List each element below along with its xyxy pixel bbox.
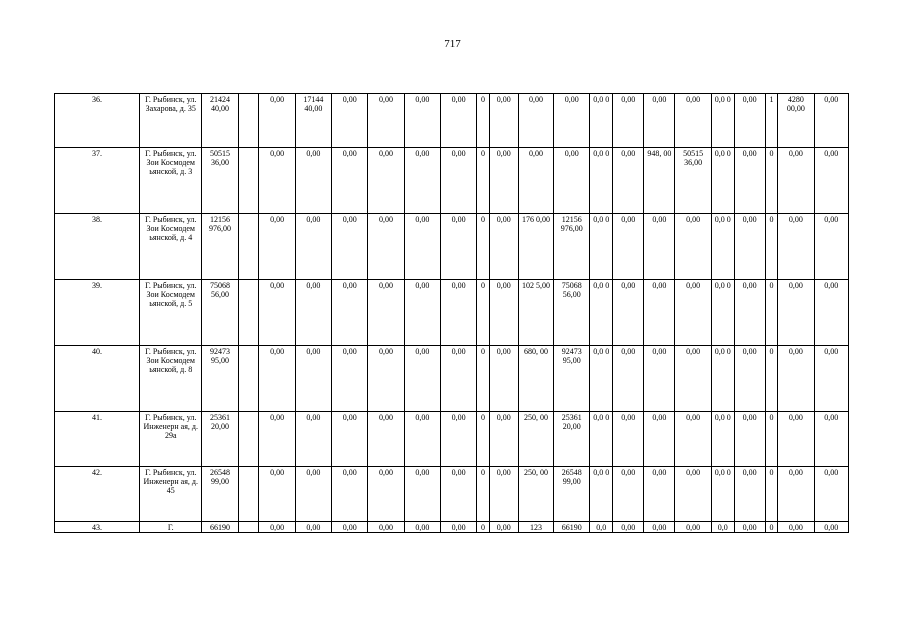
value-cell: 25361 20,00: [554, 412, 590, 467]
value-cell: 0,00: [778, 346, 814, 412]
value-cell: 0,00: [778, 522, 814, 533]
value-cell: 0,00: [814, 346, 849, 412]
value-cell: 0,00: [404, 148, 440, 214]
address-cell: Г. Рыбинск, ул. Зои Космодем ьянской, д. 8: [140, 346, 202, 412]
value-cell: 0,0 0: [590, 467, 613, 522]
value-cell: 66190: [554, 522, 590, 533]
value-cell: 0,00: [613, 280, 644, 346]
value-cell: 0,00: [404, 412, 440, 467]
value-cell: 0,00: [554, 94, 590, 148]
value-cell: 0,00: [778, 467, 814, 522]
value-cell: 0,00: [404, 280, 440, 346]
value-cell: 0,00: [259, 522, 295, 533]
value-cell: 50515 36,00: [202, 148, 238, 214]
value-cell: 0,00: [489, 522, 518, 533]
value-cell: 0,00: [613, 94, 644, 148]
value-cell: [238, 412, 259, 467]
value-cell: 0,00: [368, 346, 404, 412]
value-cell: 0,00: [332, 148, 368, 214]
value-cell: 0,00: [259, 214, 295, 280]
value-cell: 0,00: [613, 522, 644, 533]
value-cell: 0,00: [295, 148, 331, 214]
value-cell: [238, 148, 259, 214]
value-cell: 0,00: [814, 467, 849, 522]
value-cell: 0,00: [489, 346, 518, 412]
value-cell: 0,00: [368, 148, 404, 214]
value-cell: 66190: [202, 522, 238, 533]
value-cell: 92473 95,00: [554, 346, 590, 412]
value-cell: 12156 976,00: [202, 214, 238, 280]
value-cell: 0,00: [675, 346, 711, 412]
value-cell: 0,0 0: [590, 94, 613, 148]
value-cell: 0: [765, 346, 777, 412]
value-cell: 0,00: [613, 214, 644, 280]
address-cell: Г. Рыбинск, ул. Зои Космодем ьянской, д. 4: [140, 214, 202, 280]
value-cell: 0,0 0: [711, 467, 734, 522]
value-cell: 25361 20,00: [202, 412, 238, 467]
value-cell: [238, 467, 259, 522]
row-number-cell: 42.: [55, 467, 140, 522]
value-cell: 0,00: [295, 280, 331, 346]
row-number-cell: 41.: [55, 412, 140, 467]
value-cell: 17144 40,00: [295, 94, 331, 148]
value-cell: 0,00: [778, 148, 814, 214]
value-cell: 50515 36,00: [675, 148, 711, 214]
value-cell: 102 5,00: [518, 280, 553, 346]
table-row: [55, 280, 849, 346]
value-cell: 0,00: [734, 214, 765, 280]
value-cell: 0,00: [613, 148, 644, 214]
value-cell: 0,00: [814, 214, 849, 280]
value-cell: 0,00: [644, 94, 675, 148]
value-cell: 176 0,00: [518, 214, 553, 280]
value-cell: 0,00: [734, 94, 765, 148]
value-cell: 0,00: [734, 280, 765, 346]
table-row: [55, 467, 849, 522]
address-cell: Г. Рыбинск, ул. Инженерн ая, д. 45: [140, 467, 202, 522]
value-cell: 0,00: [440, 467, 476, 522]
value-cell: 0,0 0: [590, 214, 613, 280]
value-cell: 680, 00: [518, 346, 553, 412]
value-cell: 0: [477, 148, 489, 214]
value-cell: 0,00: [332, 346, 368, 412]
value-cell: 0,0 0: [590, 148, 613, 214]
value-cell: 0,00: [814, 94, 849, 148]
value-cell: 92473 95,00: [202, 346, 238, 412]
row-number-cell: 36.: [55, 94, 140, 148]
value-cell: 0,0 0: [711, 94, 734, 148]
value-cell: 0,00: [295, 412, 331, 467]
value-cell: 0,00: [295, 346, 331, 412]
value-cell: 0,00: [675, 522, 711, 533]
value-cell: 0,00: [404, 467, 440, 522]
value-cell: 0,00: [675, 280, 711, 346]
value-cell: 4280 00,00: [778, 94, 814, 148]
value-cell: 0,00: [404, 94, 440, 148]
table-row: [55, 214, 849, 280]
value-cell: 0: [765, 467, 777, 522]
value-cell: 0,00: [332, 94, 368, 148]
value-cell: [238, 214, 259, 280]
value-cell: [238, 94, 259, 148]
value-cell: 12156 976,00: [554, 214, 590, 280]
value-cell: 0,0 0: [590, 412, 613, 467]
value-cell: 0,00: [778, 412, 814, 467]
value-cell: 0: [765, 412, 777, 467]
value-cell: 0,00: [489, 94, 518, 148]
value-cell: 0: [477, 280, 489, 346]
value-cell: 0,00: [295, 467, 331, 522]
value-cell: 0,00: [489, 280, 518, 346]
registry-table: [54, 93, 849, 533]
value-cell: 0: [477, 346, 489, 412]
value-cell: 0,00: [734, 467, 765, 522]
value-cell: 0,00: [368, 467, 404, 522]
value-cell: 250, 00: [518, 412, 553, 467]
value-cell: 0,00: [489, 214, 518, 280]
value-cell: 0,00: [259, 148, 295, 214]
value-cell: 0,0 0: [711, 412, 734, 467]
value-cell: 0,00: [259, 346, 295, 412]
value-cell: 0,00: [613, 467, 644, 522]
value-cell: 0,00: [332, 280, 368, 346]
value-cell: 0,00: [489, 148, 518, 214]
value-cell: 0,00: [259, 94, 295, 148]
row-number-cell: 40.: [55, 346, 140, 412]
value-cell: 0,00: [644, 522, 675, 533]
value-cell: 0,00: [404, 214, 440, 280]
page-number: 717: [444, 38, 461, 50]
value-cell: 0,00: [440, 214, 476, 280]
address-cell: Г.: [140, 522, 202, 533]
value-cell: 0,00: [778, 214, 814, 280]
value-cell: 0,00: [259, 280, 295, 346]
value-cell: 0: [477, 522, 489, 533]
value-cell: 0,0 0: [590, 280, 613, 346]
value-cell: 0,00: [613, 346, 644, 412]
value-cell: 75068 56,00: [202, 280, 238, 346]
value-cell: 0,00: [368, 280, 404, 346]
value-cell: 0,00: [518, 148, 553, 214]
value-cell: 0,00: [778, 280, 814, 346]
table-row: [55, 94, 849, 148]
value-cell: 0,00: [440, 412, 476, 467]
value-cell: 0: [765, 280, 777, 346]
value-cell: 0,00: [814, 280, 849, 346]
value-cell: [238, 346, 259, 412]
value-cell: 0,00: [404, 346, 440, 412]
value-cell: 0,00: [613, 412, 644, 467]
value-cell: 75068 56,00: [554, 280, 590, 346]
value-cell: 1: [765, 94, 777, 148]
value-cell: 0,00: [440, 148, 476, 214]
value-cell: 0,00: [675, 94, 711, 148]
value-cell: 0,00: [259, 412, 295, 467]
value-cell: 0,00: [332, 467, 368, 522]
value-cell: 0: [477, 467, 489, 522]
value-cell: 0: [765, 148, 777, 214]
value-cell: 0,00: [404, 522, 440, 533]
row-number-cell: 43.: [55, 522, 140, 533]
value-cell: 0,00: [368, 522, 404, 533]
value-cell: 0,00: [675, 214, 711, 280]
value-cell: 0,00: [644, 214, 675, 280]
value-cell: 0,00: [734, 346, 765, 412]
value-cell: 0,00: [368, 214, 404, 280]
value-cell: 0,00: [259, 467, 295, 522]
value-cell: 0,00: [814, 522, 849, 533]
value-cell: 26548 99,00: [554, 467, 590, 522]
table-row: [55, 148, 849, 214]
value-cell: 0,00: [518, 94, 553, 148]
value-cell: 0,0 0: [590, 346, 613, 412]
value-cell: 0: [477, 412, 489, 467]
value-cell: 0,0: [711, 522, 734, 533]
value-cell: 0,00: [734, 412, 765, 467]
value-cell: 0,00: [440, 280, 476, 346]
value-cell: 0,00: [295, 522, 331, 533]
value-cell: 21424 40,00: [202, 94, 238, 148]
value-cell: 0,0 0: [711, 148, 734, 214]
value-cell: 0,00: [440, 522, 476, 533]
value-cell: 0,00: [489, 467, 518, 522]
value-cell: 0,00: [489, 412, 518, 467]
table-row: [55, 522, 849, 533]
value-cell: 26548 99,00: [202, 467, 238, 522]
value-cell: 0,00: [814, 412, 849, 467]
value-cell: 0,00: [368, 94, 404, 148]
value-cell: 0,0 0: [711, 346, 734, 412]
value-cell: 0,00: [644, 346, 675, 412]
value-cell: 0: [477, 94, 489, 148]
address-cell: Г. Рыбинск, ул. Зои Космодем ьянской, д. 3: [140, 148, 202, 214]
value-cell: 250, 00: [518, 467, 553, 522]
address-cell: Г. Рыбинск, ул. Захарова, д. 35: [140, 94, 202, 148]
value-cell: 0,0 0: [711, 280, 734, 346]
value-cell: [238, 522, 259, 533]
value-cell: 0: [765, 522, 777, 533]
value-cell: 0,00: [675, 412, 711, 467]
value-cell: 948, 00: [644, 148, 675, 214]
value-cell: 0,00: [644, 412, 675, 467]
value-cell: 123: [518, 522, 553, 533]
row-number-cell: 38.: [55, 214, 140, 280]
value-cell: 0,00: [734, 522, 765, 533]
address-cell: Г. Рыбинск, ул. Инженерн ая, д. 29а: [140, 412, 202, 467]
value-cell: [238, 280, 259, 346]
row-number-cell: 37.: [55, 148, 140, 214]
value-cell: 0,00: [295, 214, 331, 280]
value-cell: 0,00: [554, 148, 590, 214]
value-cell: 0,00: [332, 412, 368, 467]
table-row: [55, 412, 849, 467]
address-cell: Г. Рыбинск, ул. Зои Космодем ьянской, д. 5: [140, 280, 202, 346]
value-cell: 0: [765, 214, 777, 280]
value-cell: 0,00: [675, 467, 711, 522]
value-cell: 0,0: [590, 522, 613, 533]
value-cell: 0,00: [332, 522, 368, 533]
value-cell: 0,00: [734, 148, 765, 214]
value-cell: 0: [477, 214, 489, 280]
value-cell: 0,00: [440, 346, 476, 412]
value-cell: 0,00: [644, 467, 675, 522]
value-cell: 0,00: [332, 214, 368, 280]
value-cell: 0,00: [440, 94, 476, 148]
value-cell: 0,00: [368, 412, 404, 467]
table-row: [55, 346, 849, 412]
row-number-cell: 39.: [55, 280, 140, 346]
value-cell: 0,00: [644, 280, 675, 346]
value-cell: 0,00: [814, 148, 849, 214]
value-cell: 0,0 0: [711, 214, 734, 280]
